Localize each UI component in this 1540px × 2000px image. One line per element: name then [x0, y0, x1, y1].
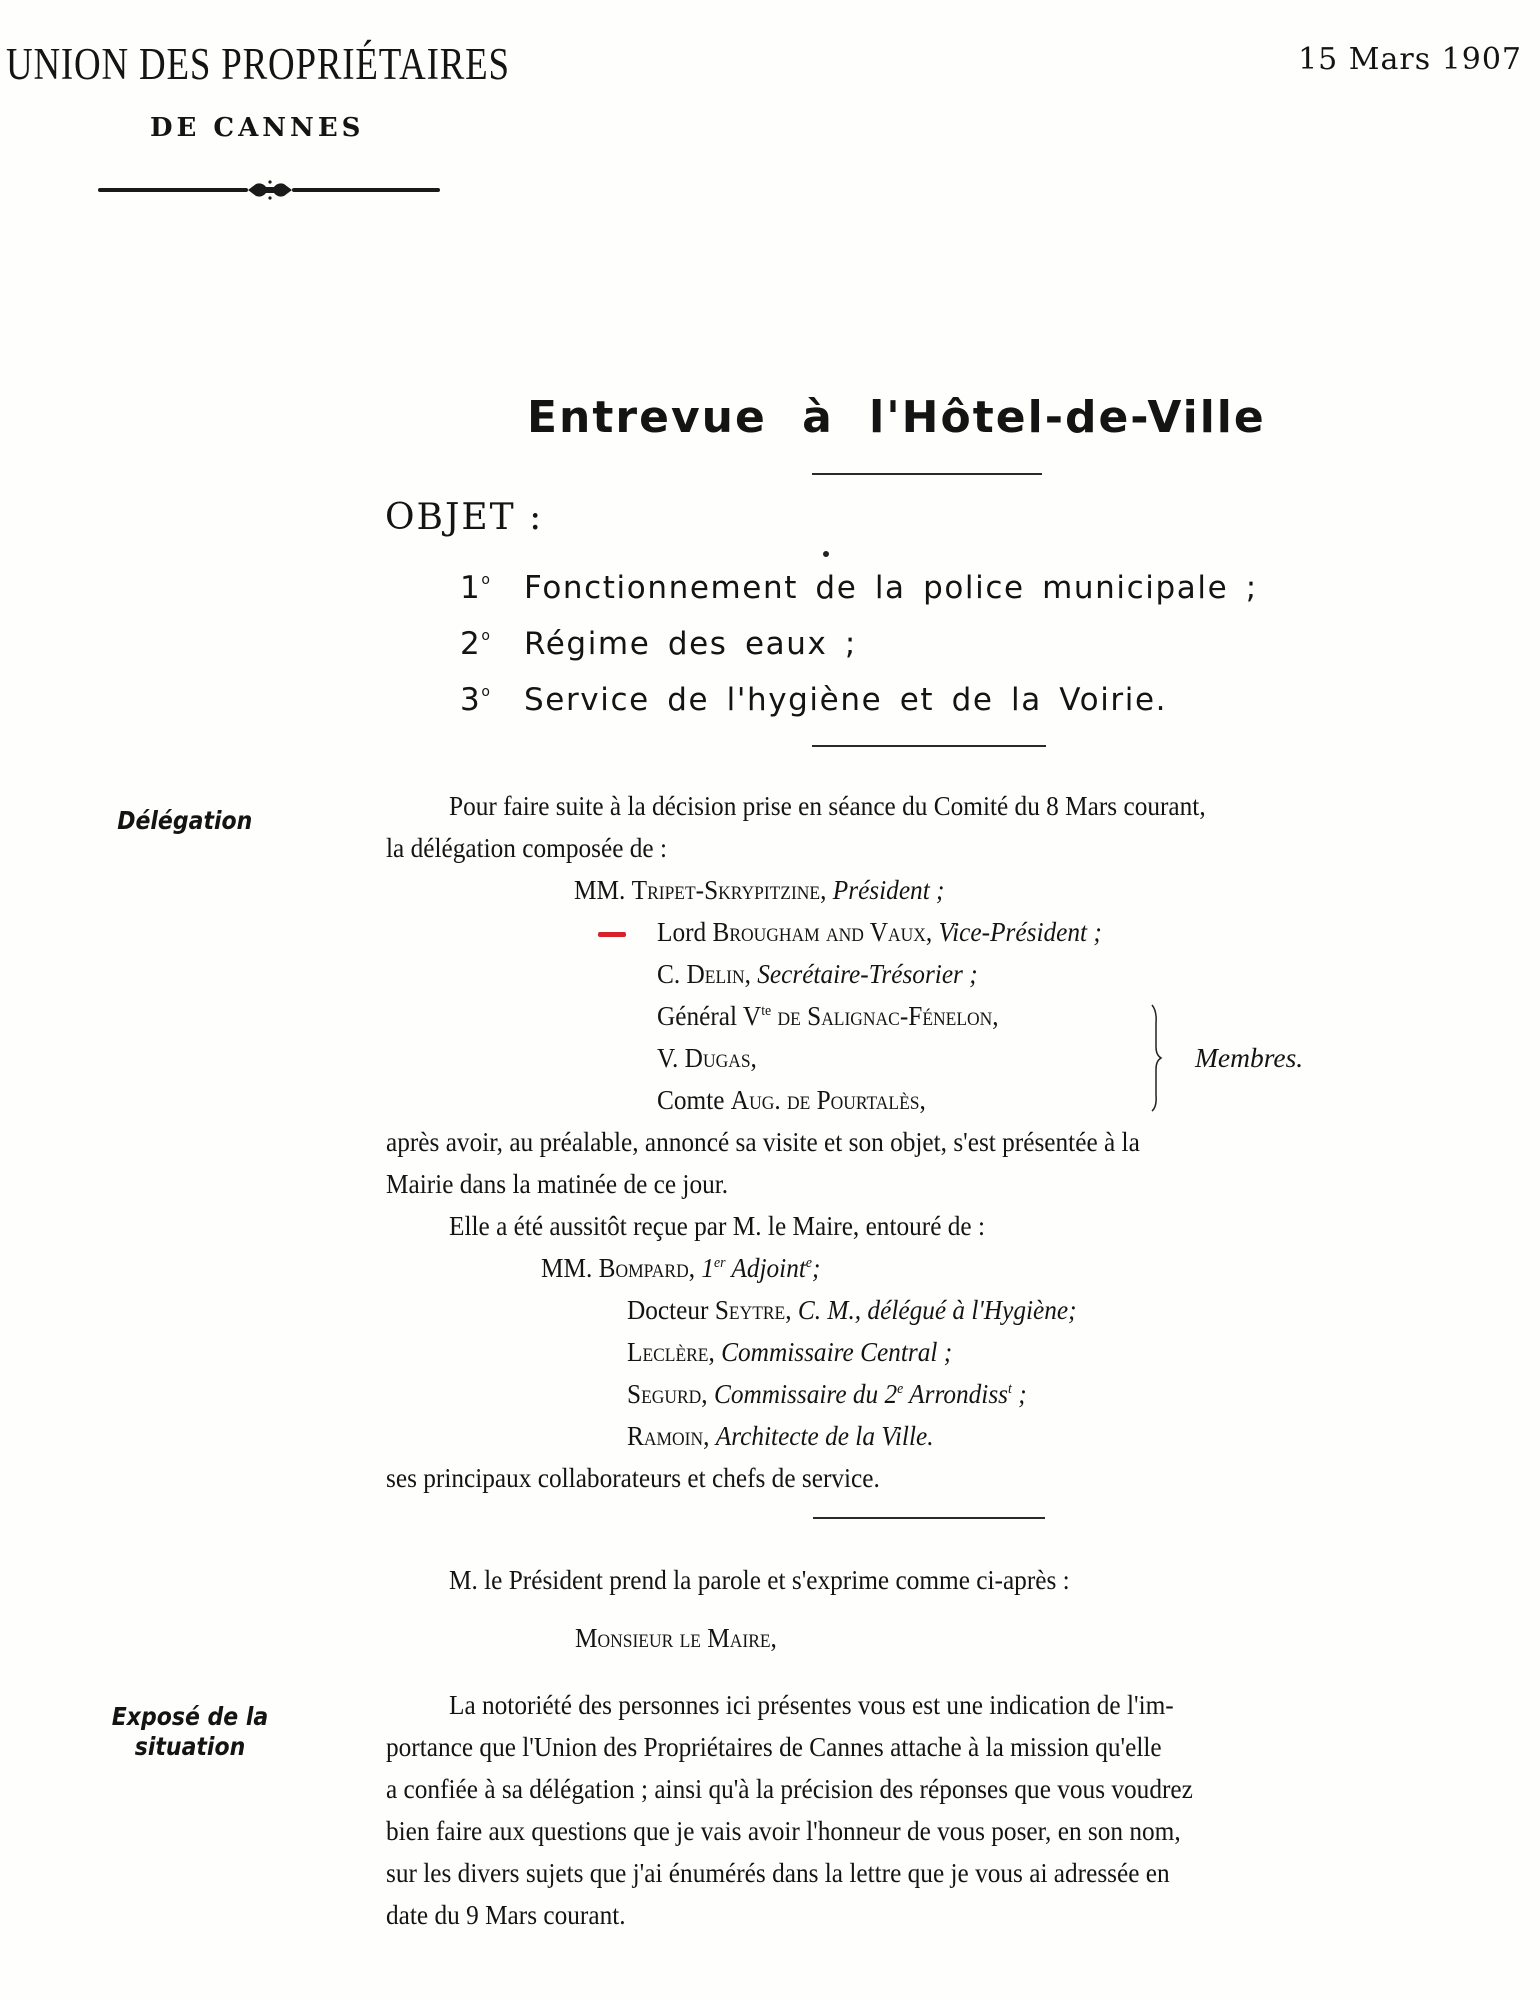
margin-note-expose [102, 1702, 278, 1762]
delegation-intro-line: Pour faire suite à la décision prise en séance du Comité du 8 Mars courant, [449, 790, 1206, 821]
speech-line: bien faire aux questions que je vais avoir l'honneur de vous poser, en son nom, [386, 1815, 1181, 1846]
reception-intro: Elle a été aussitôt reçue par M. le Maire, entouré de : [449, 1210, 986, 1241]
objet-item: 1$^o$ Fonctionnement de la police municipale ; [460, 570, 1258, 606]
delegation-member: Comte Aug. de Pourtalès, [657, 1084, 926, 1115]
objet-label: OBJET : [385, 497, 544, 538]
brace-icon [1148, 1003, 1166, 1113]
margin-note-line: situation [134, 1732, 246, 1761]
speech-line: date du 9 Mars courant. [386, 1899, 626, 1930]
reception-outro: ses principaux collaborateurs et chefs de service. [386, 1462, 880, 1493]
speech-line: portance que l'Union des Propriétaires de Cannes attache à la mission qu'elle [386, 1731, 1162, 1762]
ornament-divider-icon [96, 179, 442, 201]
red-pen-mark [598, 932, 626, 937]
delegation-outro-line: Mairie dans la matinée de ce jour. [386, 1168, 729, 1199]
speech-line: a confiée à sa délégation ; ainsi qu'à la précision des réponses que vous voudrez [386, 1773, 1193, 1804]
document-title: Entrevue à l'Hôtel-de-Ville [527, 392, 1266, 443]
delegation-member: V. Dugas, [657, 1042, 757, 1073]
organization-name: UNION DES PROPRIÉTAIRES [6, 39, 510, 89]
section-divider [812, 745, 1046, 747]
delegation-intro-line: la délégation composée de : [386, 832, 668, 863]
dot-mark [823, 551, 829, 557]
objet-item: 3$^o$ Service de l'hygiène et de la Voirie. [460, 682, 1168, 718]
official-entry: Leclère, Commissaire Central ; [627, 1336, 953, 1367]
delegation-outro-line: après avoir, au préalable, annoncé sa visite et son objet, s'est présentée à la [386, 1126, 1140, 1157]
document-date: 15 Mars 1907 [1298, 42, 1522, 77]
organization-city: DE CANNES [150, 113, 365, 143]
section-divider [813, 1517, 1045, 1519]
speech-line: sur les divers sujets que j'ai énumérés dans la lettre que je vous ai adressée en [386, 1857, 1170, 1888]
speech-line: La notoriété des personnes ici présentes vous est une indication de l'im- [449, 1689, 1174, 1720]
official-entry: MM. Bompard, 1er Adjoint$^e$; [541, 1252, 821, 1283]
official-entry: Ramoin, Architecte de la Ville. [627, 1420, 934, 1451]
margin-note-delegation: Délégation [117, 806, 253, 835]
members-label: Membres. [1195, 1042, 1304, 1073]
delegation-member: MM. Tripet-Skrypitzine, Président ; [574, 874, 945, 905]
margin-note-line: Exposé de la [111, 1702, 269, 1731]
delegation-member: Général $V^{te}$ de Salignac-Fénelon, [657, 1000, 999, 1031]
title-divider [812, 473, 1042, 475]
delegation-member: C. Delin, Secrétaire-Trésorier ; [657, 958, 978, 989]
speech-intro: M. le Président prend la parole et s'exprime comme ci-après : [449, 1564, 1070, 1595]
objet-item: 2$^o$ Régime des eaux ; [460, 626, 857, 662]
delegation-member: Lord Brougham and Vaux, Vice-Président ; [657, 916, 1102, 947]
speech-salutation: Monsieur le Maire, [575, 1622, 777, 1653]
official-entry: Docteur Seytre, C. M., délégué à l'Hygiène; [627, 1294, 1077, 1325]
official-entry: Segurd, Commissaire du 2e Arrondiss$^t$ ; [627, 1378, 1027, 1409]
